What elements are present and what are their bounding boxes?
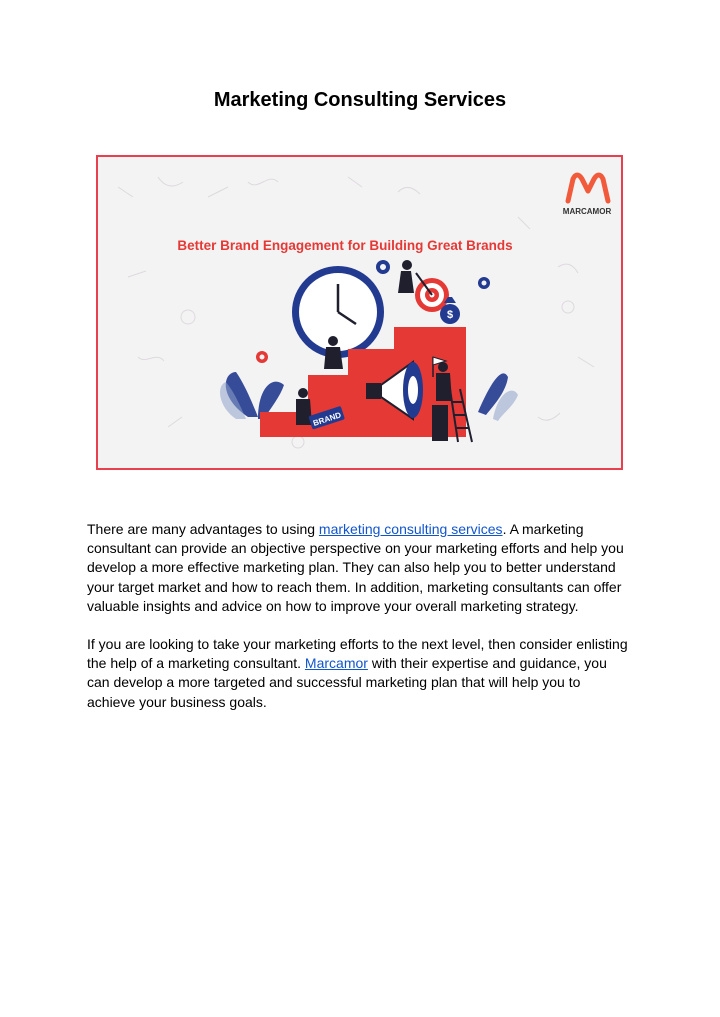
banner-headline: Better Brand Engagement for Building Great Brands bbox=[177, 238, 513, 253]
svg-text:$: $ bbox=[446, 309, 454, 321]
marcamor-logo-icon bbox=[563, 175, 612, 216]
page-title: Marketing Consulting Services bbox=[213, 89, 507, 111]
article-body bbox=[87, 520, 632, 731]
logo-text: MARCAMOR bbox=[562, 207, 612, 216]
svg-text:BRAND: BRAND bbox=[311, 410, 343, 428]
banner-image bbox=[96, 155, 623, 470]
marcamor-link[interactable]: Marcamor bbox=[304, 655, 368, 672]
paragraph: If you are looking to take your marketing efforts to the next level, then consider enlisting the help of a marketing consultant. Marcamor with their expertise and guidance, you can develop a more targeted and successful marketing plan that will help you to achieve your business goals. bbox=[87, 636, 628, 710]
paragraph: There are many advantages to using marketing consulting services. A marketing consultant can provide an objective perspective on your marketing efforts and help you develop a more effective marketing plan. They can also help you to better understand your target market and how to reach them. In addition, marketing consultants can offer valuable insights and advice on how to improve your overall marketing strategy. bbox=[87, 521, 624, 614]
clock-icon bbox=[292, 266, 384, 358]
marketing-consulting-services-link[interactable]: marketing consulting services bbox=[318, 521, 503, 537]
